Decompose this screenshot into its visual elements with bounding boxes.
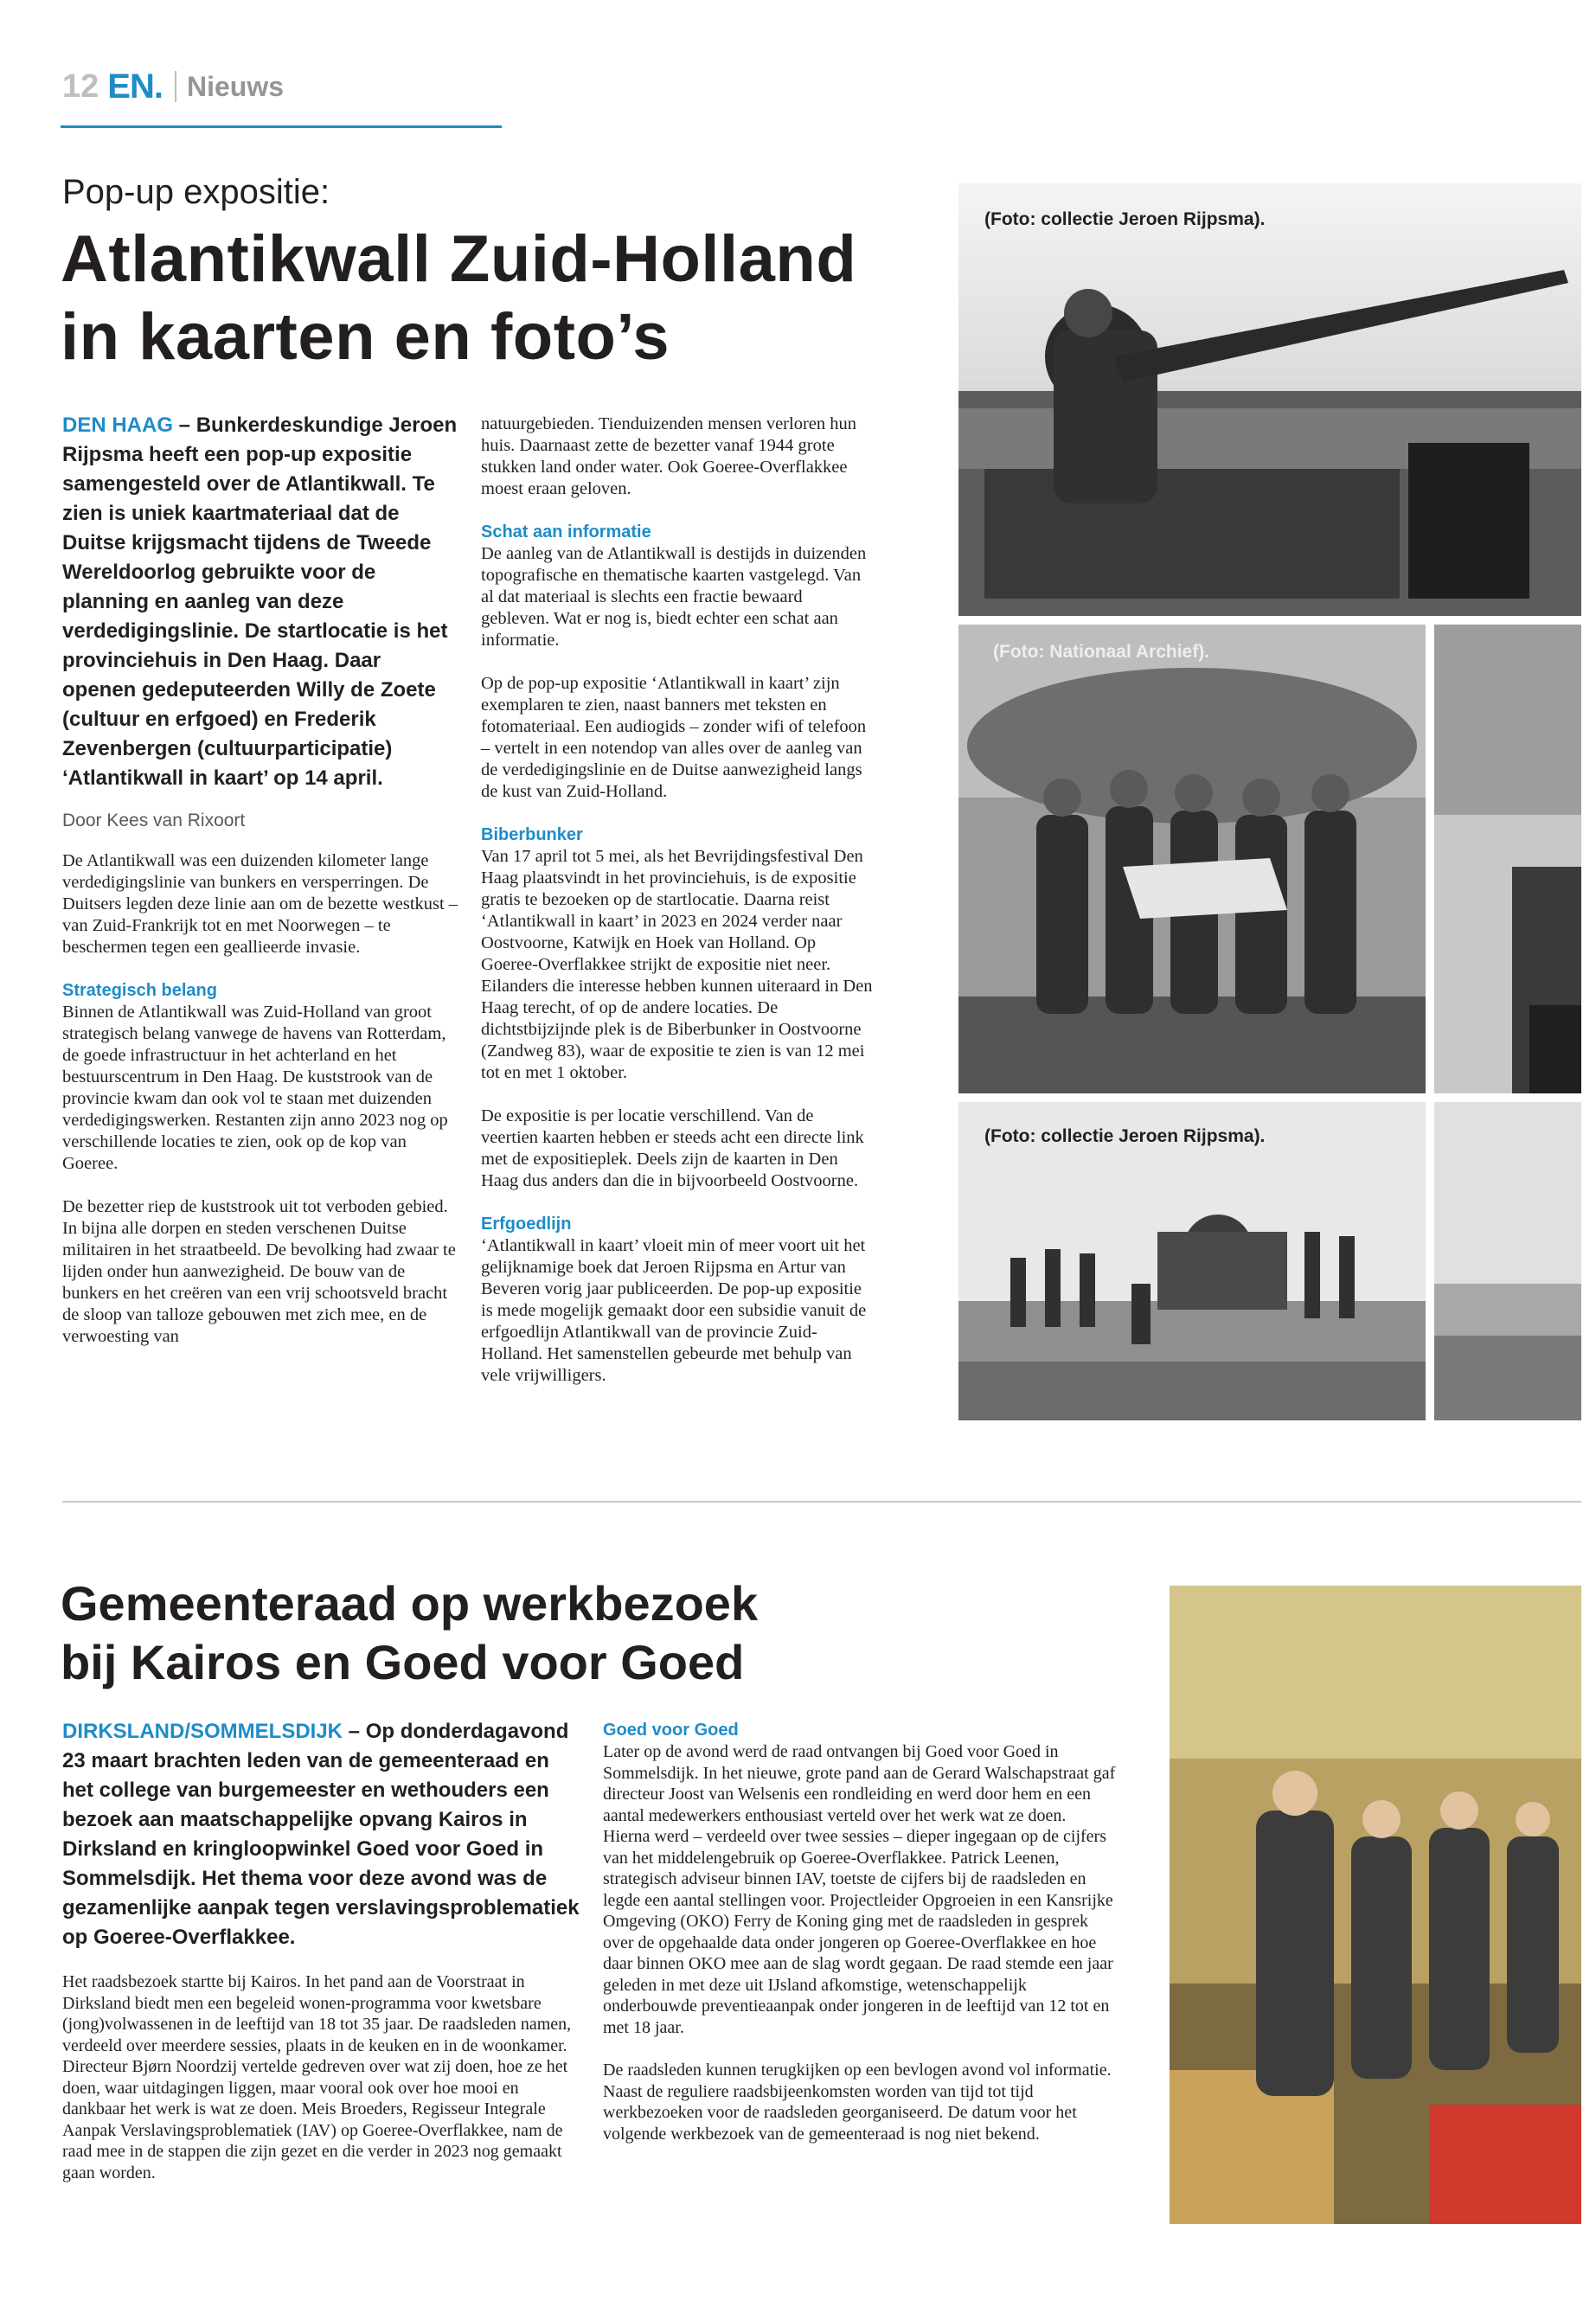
article1-subheading: Schat aan informatie xyxy=(481,522,651,542)
article1-column-2 xyxy=(481,413,875,1387)
article2-lead xyxy=(62,1717,581,1952)
page-number: 12 xyxy=(62,67,99,105)
photo-caption: (Foto: collectie Jeroen Rijpsma). xyxy=(984,209,1266,229)
photo-gun-image xyxy=(958,183,1581,616)
article1-title-line1: Atlantikwall Zuid-Holland xyxy=(61,222,857,296)
photo-soldier-cropped xyxy=(1434,625,1581,1093)
article1-title xyxy=(61,221,856,376)
article2-title xyxy=(61,1574,758,1692)
photo-thrift-store-visit xyxy=(1170,1586,1581,2224)
article2-lead-text: – Op donderdagavond 23 maart brachten leden van de gemeenteraad en het college van burgemeester en wethouders een bezoek aan maatschappelijke opvang Kairos in Dirksland en kringloopwinkel Goed voor Goed in Sommelsdijk. Het thema voor deze avond was de gezamenlijke aanpak tegen verslavingsproblematiek op Goeree-Overflakkee. xyxy=(62,1720,580,1949)
header-divider xyxy=(175,71,176,102)
article2-paragraph: Het raadsbezoek startte bij Kairos. In het pand aan de Voorstraat in Dirksland biedt men een begeleid wonen-programma voor kwetsbare (jong)volwassenen in de leeftijd van 18 tot 35 jaar. De raadsleden namen, verdeeld over meerdere sessies, plaats in de keuken en in de woonkamer. Directeur Bjørn Noordzij vertelde gedreven over wat zij doen, hoe ze het doen, waar uitdagingen liggen, maar vooral ook over hoe mooi en dankbaar het werk is wat ze doen. Meis Broeders, Regisseur Integrale Aanpak Verslavingsproblematiek (IAV) op Goeree-Overflakkee, nam de raad mee in de stappen die zijn gezet en die verder in 2023 nog gemaakt gaan worden. xyxy=(62,1972,572,2182)
photo-soldier-image xyxy=(1434,625,1581,1093)
article1-byline: Door Kees van Rixoort xyxy=(62,811,246,830)
article2-title-line1: Gemeenteraad op werkbezoek xyxy=(61,1576,759,1631)
article1-paragraph: Van 17 april tot 5 mei, als het Bevrijdingsfestival Den Haag plaatsvindt in het provinciehuis, is de expositie gratis te bezoeken op de startlocatie. Daarna reist ‘Atlantikwall in kaart’ in 2023 en 2024 verder naar Oostvoorne, Katwijk en Hoek van Holland. Op Goeree-Overflakkee strijkt de expositie niet neer. Eilanders die interesse hebben kunnen uiteraard in Den Haag terecht, of op de andere locaties. De dichtstbijzijnde plek is de Biberbunker in Oostvoorne (Zandweg 83), waar de expositie te zien is van 12 mei tot en met 1 oktober. xyxy=(481,847,873,1082)
article2-title-line2: bij Kairos en Goed voor Goed xyxy=(61,1635,745,1689)
article2-column-2 xyxy=(603,1720,1120,2144)
article1-paragraph: De Atlantikwall was een duizenden kilometer lange verdedigingslinie van bunkers en versperringen. De Duitsers legden deze linie aan om de bezette westkust – van Zuid-Frankrijk tot en met Noorwegen – te beschermen tegen een geallieerde invasie. xyxy=(62,851,458,957)
section-label: Nieuws xyxy=(186,70,284,102)
article1-paragraph: natuurgebieden. Tienduizenden mensen verloren hun huis. Daarnaast zette de bezetter vanaf 1944 grote stukken land onder water. Ook Goeree-Overflakkee moest eraan geloven. xyxy=(481,414,857,498)
photo-coastline-image xyxy=(1434,1102,1581,1420)
en-logo: EN. xyxy=(107,67,163,106)
photo-caption: (Foto: Nationaal Archief). xyxy=(993,642,1210,662)
article1-paragraph: De aanleg van de Atlantikwall is destijds in duizenden topografische en thematische kaarten vastgelegd. Van al dat materiaal is slechts een fractie bewaard gebleven. Wat er nog is, biedt echter een schat aan informatie. xyxy=(481,544,867,650)
article1-paragraph: Binnen de Atlantikwall was Zuid-Holland van groot strategisch belang vanwege de havens van Rotterdam, de goede infrastructuur in het achterland en het bestuurscentrum in Den Haag. De kuststrook van de provincie kwam dan ook vol te staan met duizenden verdedigingswerken. Restanten zijn anno 2023 nog op verschillende locaties te zien, ook op de kop van Goeree. xyxy=(62,1003,448,1173)
article1-lead xyxy=(62,411,460,793)
article1-lead-text: – Bunkerdeskundige Jeroen Rijpsma heeft een pop-up expositie samengesteld over de Atlantikwall. Te zien is uniek kaartmateriaal dat de Duitse krijgsmacht tijdens de Tweede Wereldoorlog gebruikte voor de planning en aanleg van deze verdedigingslinie. De startlocatie is het provinciehuis in Den Haag. Daar openen gedeputeerden Willy de Zoete (cultuur en erfgoed) en Frederik Zevenbergen (cultuurparticipatie) ‘Atlantikwall in kaart’ op 14 april. xyxy=(62,413,458,790)
article2-paragraph: Later op de avond werd de raad ontvangen bij Goed voor Goed in Sommelsdijk. In het nieuwe, grote pand aan de Gerard Walschapstraat gaf directeur Joost van Welsenis een rondleiding en werd door hem en een aantal medewerkers enthousiast verteld over het werk wat ze doen. xyxy=(603,1742,1116,1825)
header-rule xyxy=(61,125,502,128)
article1-paragraph: Op de pop-up expositie ‘Atlantikwall in kaart’ zijn exemplaren te zien, naast banners met teksten en fotomateriaal. Een audiogids – zonder wifi of telefoon – vertelt in een notendop van alles over de aanleg van de verdedigingslinie en de Duitse aanwezigheid langs de kust van Zuid-Holland. xyxy=(481,674,867,801)
photo-construction-image xyxy=(958,1102,1426,1420)
article1-subheading: Biberbunker xyxy=(481,825,583,844)
photo-caption: (Foto: collectie Jeroen Rijpsma). xyxy=(984,1126,1266,1146)
article1-subheading: Strategisch belang xyxy=(62,981,217,1000)
article1-lead-place: DEN HAAG xyxy=(62,413,174,437)
photo-coastline xyxy=(1434,1102,1581,1420)
article1-title-line2: in kaarten en foto’s xyxy=(61,300,670,374)
photo-officers-image xyxy=(958,625,1426,1093)
article2-lead-place: DIRKSLAND/SOMMELSDIJK xyxy=(62,1720,343,1743)
photo-construction-site xyxy=(958,1102,1426,1420)
photo-anti-aircraft-gun xyxy=(958,183,1581,616)
article1-kicker: Pop-up expositie: xyxy=(62,173,330,211)
photo-store-image xyxy=(1170,1586,1581,2224)
article-separator xyxy=(62,1501,1581,1503)
article2-column-1 xyxy=(62,1717,581,2183)
article1-paragraph: ‘Atlantikwall in kaart’ vloeit min of meer voort uit het gelijknamige boek dat Jeroen Rijpsma en Artur van Beveren vorig jaar publiceerden. De pop-up expositie is mede mogelijk gemaakt door een subsidie vanuit de erfgoedlijn Atlantikwall van de provincie Zuid-Holland. Het samenstellen gebeurde met behulp van vele vrijwilligers. xyxy=(481,1236,867,1385)
photo-officers-with-map xyxy=(958,625,1426,1093)
article2-paragraph: De raadsleden kunnen terugkijken op een bevlogen avond vol informatie. Naast de reguliere raadsbijeenkomsten worden van tijd tot tijd werkbezoeken voor de raadsleden georganiseerd. De datum voor het volgende werkbezoek van de gemeenteraad is nog niet bekend. xyxy=(603,2061,1112,2144)
article1-paragraph: De expositie is per locatie verschillend. Van de veertien kaarten hebben er steeds acht een directe link met de expositieplek. Deels zijn de kaarten in Den Haag dus anders dan die in bijvoorbeeld Oostvoorne. xyxy=(481,1106,864,1190)
article2-body-col1 xyxy=(62,1971,581,2183)
article1-column-1 xyxy=(62,411,460,1348)
article2-subheading: Goed voor Goed xyxy=(603,1721,739,1740)
article1-paragraph: De bezetter riep de kuststrook uit tot verboden gebied. In bijna alle dorpen en steden verschenen Duitse militairen in het straatbeeld. De bevolking had zwaar te lijden onder hun aanwezigheid. De bouw van de bunkers en het creëren van een vrij schootsveld bracht de sloop van talloze gebouwen met zich mee, en de verwoesting van xyxy=(62,1197,456,1346)
article1-subheading: Erfgoedlijn xyxy=(481,1215,572,1234)
article1-body-col1 xyxy=(62,850,460,1348)
page-header xyxy=(62,67,284,106)
article2-paragraph: Hierna werd – verdeeld over twee sessies – dieper ingegaan op de cijfers van het middelengebruik op Goeree-Overflakkee. Patrick Leenen, strategisch adviseur binnen IAV, toetste de cijfers bij de raadsleden en legde een aantal stellingen voor. Projectleider Opgroeien in een Kansrijke Omgeving (OKO) Ferry de Koning ging met de raadsleden in gesprek over de opgehaalde data onder jongeren op Goeree-Overflakkee en hoe daar binnen OKO mee aan de slag wordt gegaan. De raad stemde een jaar geleden in met deze uit IJsland afkomstige, wetenschappelijk onderbouwde preventieaanpak onder jongeren in de leeftijd van 12 tot en met 18 jaar. xyxy=(603,1827,1113,2037)
